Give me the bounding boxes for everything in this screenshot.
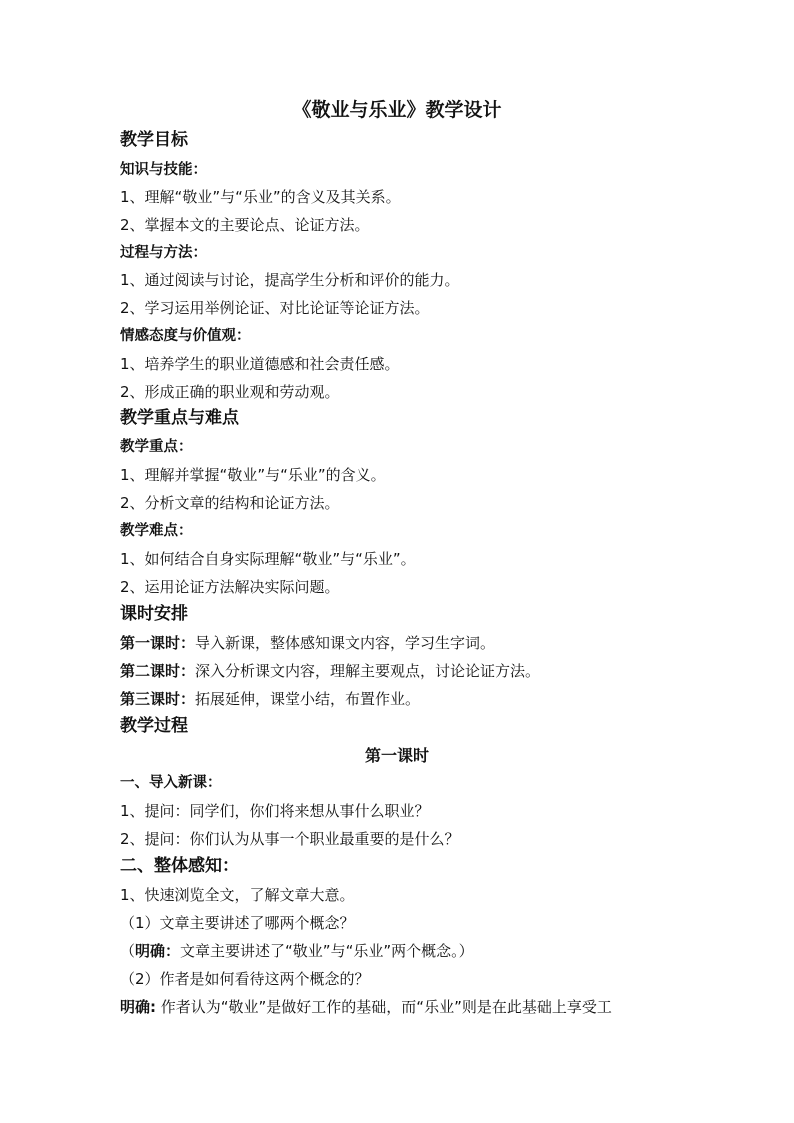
subheading-key: 教学重点： — [120, 439, 193, 455]
schedule-row-label: 第二课时： — [120, 662, 196, 680]
answer-text: 文章主要讲述了“敬业”与“乐业”两个概念。） — [180, 942, 474, 960]
list-item: 1、培养学生的职业道德感和社会责任感。 — [120, 355, 400, 373]
schedule-row-label: 第一课时： — [120, 634, 196, 652]
lesson-heading: 第一课时 — [364, 746, 429, 765]
schedule-row-text: 导入新课，整体感知课文内容，学习生字词。 — [195, 634, 496, 652]
schedule-row — [120, 689, 420, 709]
list-item: 2、掌握本文的主要论点、论证方法。 — [120, 216, 370, 234]
list-item: 1、通过阅读与讨论，提高学生分析和评价的能力。 — [120, 271, 460, 289]
question-line: （2）作者是如何看待这两个概念的？ — [120, 970, 370, 988]
list-item: 1、理解并掌握“敬业”与“乐业”的含义。 — [120, 466, 386, 484]
answer-line — [120, 941, 474, 961]
list-item: 2、提问：你们认为从事一个职业最重要的是什么？ — [120, 830, 460, 848]
list-item: 1、理解“敬业”与“乐业”的含义及其关系。 — [120, 188, 401, 206]
list-item: 2、运用论证方法解决实际问题。 — [120, 578, 340, 596]
section-heading-schedule: 课时安排 — [120, 604, 188, 624]
section-heading-key-points: 教学重点与难点 — [120, 408, 239, 428]
question-line: （1）文章主要讲述了哪两个概念？ — [120, 914, 355, 932]
subheading-overall: 二、整体感知： — [120, 856, 239, 876]
schedule-row-text: 拓展延伸，课堂小结，布置作业。 — [195, 690, 421, 708]
schedule-row-text: 深入分析课文内容，理解主要观点，讨论论证方法。 — [195, 662, 541, 680]
section-heading-process: 教学过程 — [120, 716, 188, 736]
section-heading-objectives: 教学目标 — [120, 130, 188, 150]
list-item: 2、形成正确的职业观和劳动观。 — [120, 383, 340, 401]
list-item: 1、如何结合自身实际理解“敬业”与“乐业”。 — [120, 550, 416, 568]
subheading-emotion: 情感态度与价值观： — [120, 328, 251, 344]
schedule-row — [120, 633, 495, 653]
list-item: 1、提问：同学们，你们将来想从事什么职业？ — [120, 802, 430, 820]
answer-text: 作者认为“敬业”是做好工作的基础，而“乐业”则是在此基础上享受工 — [156, 998, 612, 1016]
document-title: 《敬业与乐业》教学设计 — [292, 99, 502, 121]
answer-label: 明确： — [135, 942, 181, 960]
subheading-process: 过程与方法： — [120, 245, 207, 261]
subheading-intro: 一、导入新课： — [120, 775, 222, 791]
answer-open-paren: （ — [120, 942, 136, 960]
answer-label: 明确: — [120, 998, 156, 1016]
answer-line — [120, 997, 612, 1017]
list-item: 2、学习运用举例论证、对比论证等论证方法。 — [120, 299, 430, 317]
schedule-row — [120, 661, 540, 681]
subheading-difficult: 教学难点： — [120, 523, 193, 539]
schedule-row-label: 第三课时： — [120, 690, 196, 708]
list-item: 1、快速浏览全文，了解文章大意。 — [120, 886, 355, 904]
list-item: 2、分析文章的结构和论证方法。 — [120, 494, 340, 512]
subheading-knowledge: 知识与技能： — [120, 162, 207, 178]
